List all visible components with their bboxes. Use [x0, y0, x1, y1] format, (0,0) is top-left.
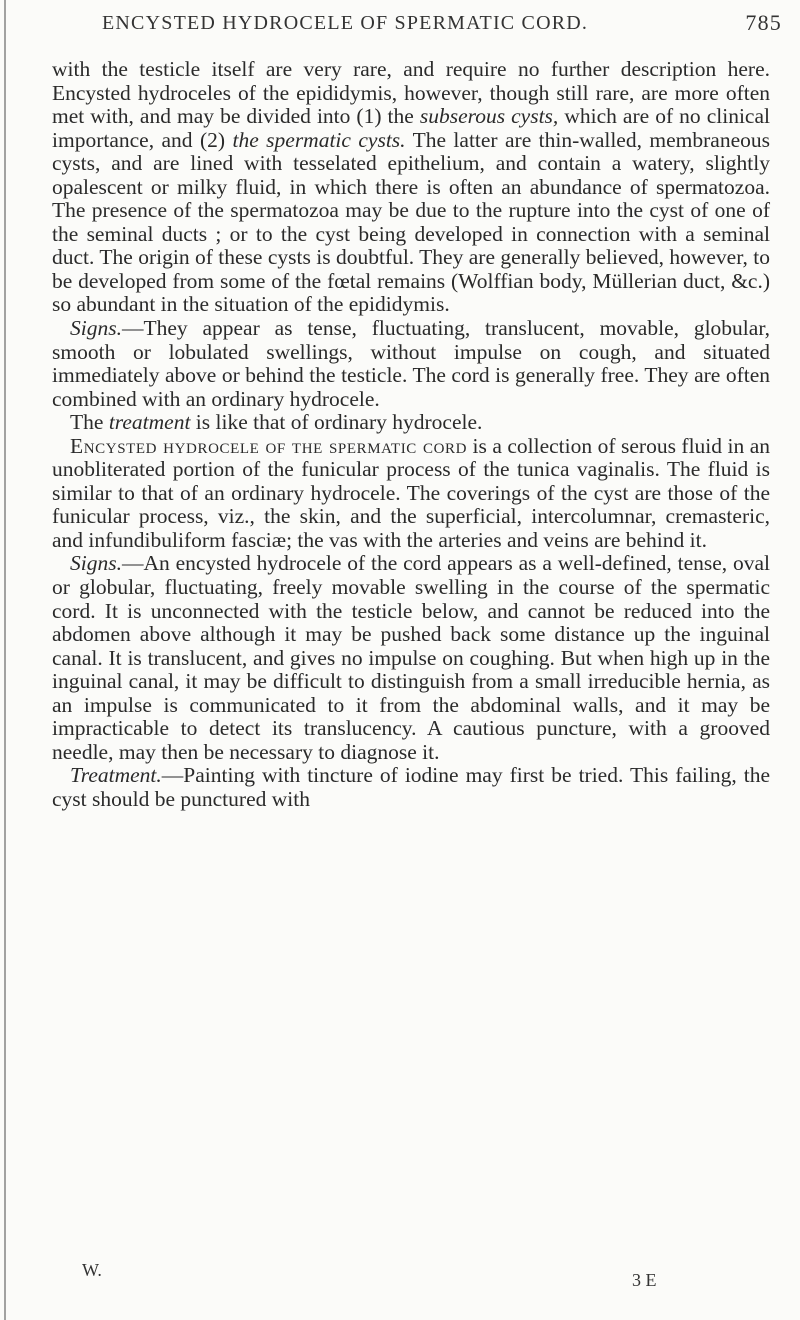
italic-run: the spermatic cysts.	[232, 127, 406, 152]
text-run: which are of no clinical importance, and (2)	[52, 104, 770, 152]
smallcaps-heading-run: Encysted hydrocele of the spermatic cord	[70, 433, 468, 458]
text-run: —They appear as tense, fluctuating, translucent, movable, globular, smooth or lobulated swellings, without impulse on cough, and situated immediately above or behind the testicle. The cord is generally free. They are often combined with an ordinary hydrocele.	[52, 316, 770, 411]
italic-run: Signs.	[70, 551, 122, 576]
binding-edge-line	[4, 0, 6, 1320]
paragraph	[52, 411, 770, 435]
paragraph	[52, 58, 770, 317]
text-run: is like that of ordinary hydrocele.	[190, 410, 483, 435]
page-number: 785	[745, 10, 782, 35]
italic-run: subserous cysts,	[419, 104, 559, 129]
text-run: —Painting with tincture of iodine may first be tried. This failing, the cyst should be punctured with	[52, 763, 770, 811]
italic-run: Treatment.	[70, 763, 162, 788]
signature-mark-right: 3 E	[632, 1270, 657, 1290]
text-run: is a collection of serous fluid in an unobliterated portion of the funicular process of the tunica vaginalis. The fluid is similar to that of an ordinary hydrocele. The coverings of the cyst are those of the funicular process, viz., the skin, and the superficial, intercolumnar, cremasteric, and infundibuliform fasciæ; the vas with the arteries and veins are behind it.	[52, 433, 770, 552]
paragraph	[52, 552, 770, 764]
italic-run: treatment	[108, 410, 191, 435]
paragraph	[52, 435, 770, 553]
text-run: The	[70, 410, 109, 435]
paragraph	[52, 317, 770, 411]
running-head-title: ENCYSTED HYDROCELE OF SPERMATIC CORD.	[102, 12, 589, 34]
text-run: —An encysted hydrocele of the cord appears as a well-defined, tense, oval or globular, fluctuating, freely movable swelling in the course of the spermatic cord. It is unconnected with the testicle below, and cannot be reduced into the abdomen above although it may be pushed back some distance up the inguinal canal. It is translucent, and gives no impulse on coughing. But when high up in the inguinal canal, it may be difficult to distinguish from a small irreducible hernia, as an impulse is communicated to it from the abdominal walls, and it may be impracticable to detect its translucency. A cautious puncture, with a grooved needle, may then be necessary to diagnose it.	[52, 551, 770, 764]
page-footer	[52, 1260, 770, 1296]
text-run: The latter are thin-walled, membraneous cysts, and are lined with tesselated epithelium, and contain a watery, slightly opalescent or milky fluid, in which there is often an abundance of spermatozoa. The presence of the spermatozoa may be due to the rupture into the cyst of one of the seminal ducts ; or to the cyst being developed in connection with a seminal duct. The origin of these cysts is doubtful. They are generally believed, however, to be developed from some of the fœtal remains (Wolffian body, Müllerian duct, &c.) so abundant in the situation of the epididymis.	[52, 127, 770, 317]
italic-run: Signs.	[70, 316, 122, 341]
running-head	[102, 10, 782, 40]
signature-mark-left: W.	[82, 1260, 102, 1280]
body-text	[52, 58, 770, 812]
paragraph	[52, 764, 770, 811]
text-run: with the testicle itself are very rare, and require no further description here. Encysted hydroceles of the epididymis, however, though still rare, are more often met with, and may be divided into (1) the	[52, 57, 770, 129]
